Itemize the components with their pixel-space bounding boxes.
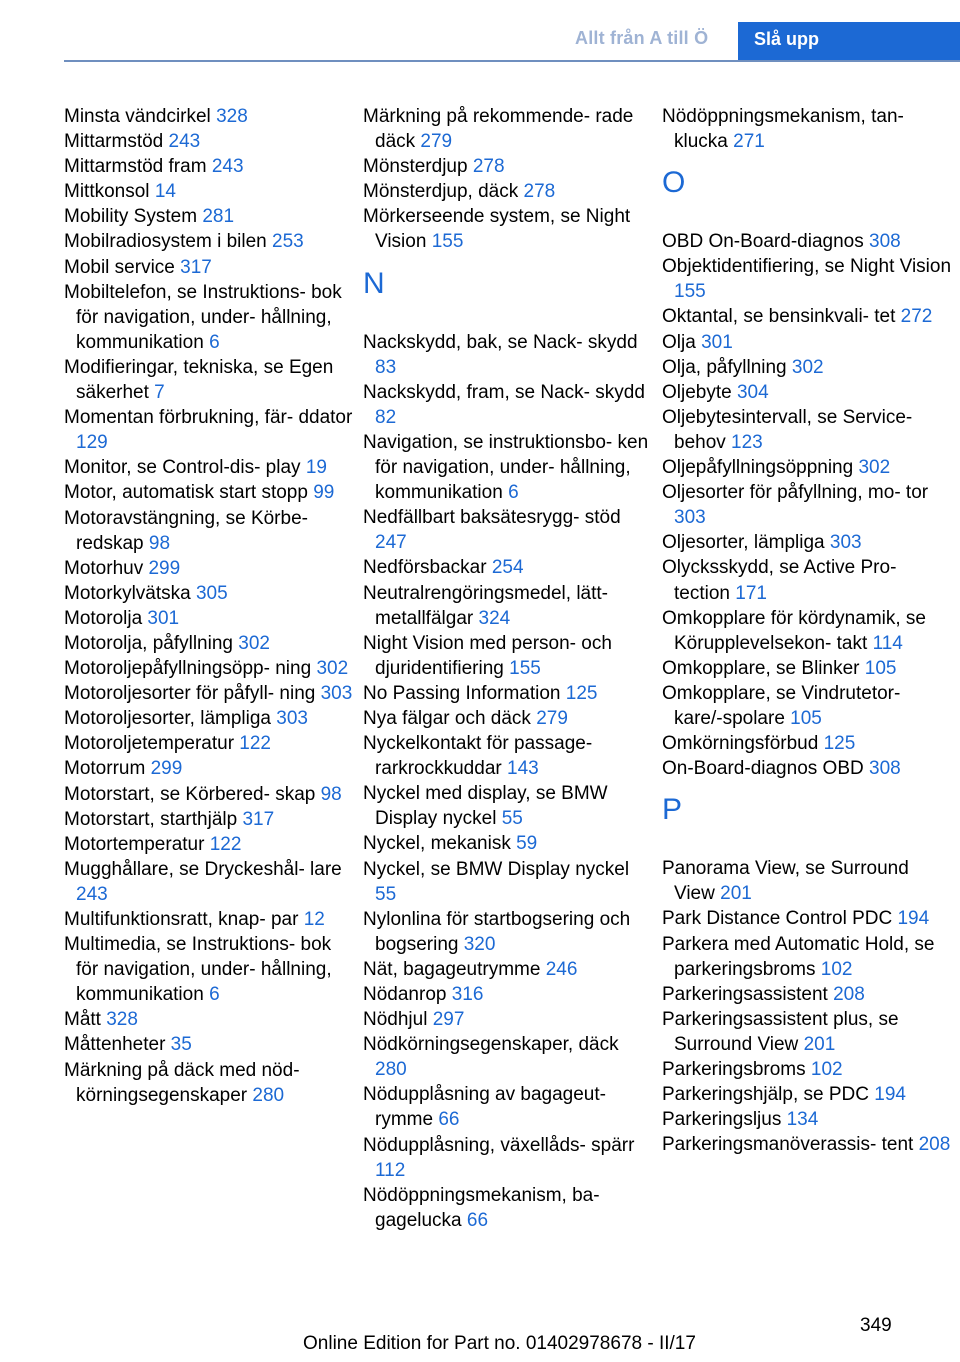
index-entry-text: Nylonlina för startbogsering och bogsering <box>363 908 631 955</box>
index-entry-text: Nackskydd, fram, se Nack‐ skydd <box>363 381 645 403</box>
page-link[interactable]: 99 <box>313 482 335 504</box>
index-entry-text: Parkeringshjälp, se PDC <box>662 1084 875 1106</box>
index-entry-text: Motorolja <box>64 607 148 629</box>
index-entry <box>64 706 354 731</box>
page-link[interactable]: 201 <box>720 883 752 905</box>
page-link[interactable]: 35 <box>170 1034 192 1056</box>
index-entry <box>363 179 653 204</box>
index-entry <box>363 1007 653 1032</box>
index-entry <box>64 556 354 581</box>
index-entry <box>662 355 952 380</box>
page-link[interactable]: 305 <box>195 582 228 604</box>
index-entry-text: Mittarmstöd fram <box>64 156 212 178</box>
index-entry-text: Momentan förbrukning, fär‐ ddator <box>64 407 353 429</box>
index-entry-text: Nyckelkontakt för passage‐ rarkrockkuddar <box>363 733 593 780</box>
index-entry-text: Märkning på däck med nöd‐ körningsegenskaper <box>64 1059 300 1106</box>
index-entry <box>363 957 653 982</box>
page-link[interactable]: 278 <box>472 156 505 178</box>
page-link[interactable]: 6 <box>508 482 519 504</box>
index-entry-text: Panorama View, se Surround View <box>662 858 909 905</box>
index-entry-text: Modifieringar, tekniska, se Egen säkerhet <box>64 356 334 404</box>
index-entry <box>64 807 354 832</box>
page-link[interactable]: 122 <box>239 733 271 755</box>
index-entry-text: Olycksskydd, se Active Pro‐ tection <box>662 557 897 604</box>
page-link[interactable]: 303 <box>320 683 353 705</box>
index-entry-text: Nyckel, se BMW Display nyckel <box>363 858 630 880</box>
footer-edition: Online Edition for Part no. 01402978678 - II/17 <box>303 1333 696 1354</box>
index-entry-text: Olja, påfyllning <box>662 356 792 378</box>
page-link[interactable]: 308 <box>869 231 901 253</box>
page-header <box>0 0 960 62</box>
page-link[interactable]: 278 <box>523 181 556 203</box>
page-link[interactable]: 328 <box>106 1009 138 1031</box>
index-entry <box>363 430 653 505</box>
page-link[interactable]: 279 <box>536 707 568 729</box>
index-entry <box>64 480 354 505</box>
index-entry-text: Objektidentifiering, se Night Vision <box>662 256 952 278</box>
index-entry-text: Mittarmstöd <box>64 131 169 153</box>
index-entry <box>64 229 354 254</box>
index-entry <box>662 756 952 781</box>
index-entry <box>363 154 653 179</box>
index-entry-text: Mobil service <box>64 256 181 278</box>
index-entry <box>662 1007 952 1057</box>
index-entry-text: Multimedia, se Instruktions‐ bok för navigation, under‐ hållning, kommunikation <box>64 934 332 1006</box>
index-entry <box>64 129 354 154</box>
index-entry <box>363 555 653 580</box>
index-entry <box>363 831 653 856</box>
index-entry-text: Mobilradiosystem i bilen <box>64 231 273 253</box>
lookup-tab-label: Slå upp <box>754 29 820 49</box>
index-entry-text: Mörkerseende system, se Night Vision <box>363 206 631 253</box>
index-entry <box>662 1082 952 1107</box>
page-link[interactable]: 125 <box>565 682 598 704</box>
page-link[interactable]: 303 <box>276 708 308 730</box>
page-link[interactable]: 281 <box>202 206 235 228</box>
index-entry <box>363 204 653 254</box>
page-link[interactable]: 320 <box>463 933 496 955</box>
page-link[interactable]: 280 <box>375 1059 407 1081</box>
index-entry <box>662 731 952 756</box>
index-entry <box>662 1057 952 1082</box>
index-entry-text: Navigation, se instruktionsbo‐ ken för navigation, under‐ hållning, kommunikation <box>363 431 649 504</box>
index-entry-text: Nackskydd, bak, se Nack‐ skydd <box>363 331 638 353</box>
index-entry <box>662 229 952 254</box>
page-link[interactable]: 125 <box>823 733 856 755</box>
index-entry <box>363 380 653 430</box>
page-link[interactable]: 317 <box>242 808 275 830</box>
page-link[interactable]: 303 <box>829 532 862 554</box>
page-link[interactable]: 105 <box>864 657 897 679</box>
index-entry <box>64 631 354 656</box>
page-link[interactable]: 143 <box>507 758 539 780</box>
index-entry <box>64 154 354 179</box>
index-entry-text: Oljesorter, lämpliga <box>662 532 830 554</box>
page-link[interactable]: 324 <box>478 607 511 629</box>
page-link[interactable]: 299 <box>148 557 181 579</box>
index-entry-text: Olja <box>662 331 702 353</box>
index-entry-text: Mått <box>64 1009 107 1031</box>
index-entry-text: Parkeringsassistent plus, se Surround View <box>662 1008 899 1055</box>
index-entry-text: Omkopplare, se Vindrutetor‐ kare/-spolare <box>662 682 901 729</box>
index-entry-text: Parkeringsljus <box>662 1109 787 1131</box>
index-entry-text: Motoroljesorter för påfyll‐ ning <box>64 683 321 705</box>
index-entry-text: Minsta vändcirkel <box>64 106 217 127</box>
index-letter-heading: P <box>662 793 683 827</box>
index-entry-text: Nyckel med display, se BMW Display nyckel <box>363 783 608 830</box>
index-entry <box>64 606 354 631</box>
index-entry-text: On-Board-diagnos OBD <box>662 758 869 780</box>
index-entry-text: OBD On-Board-diagnos <box>662 231 869 253</box>
index-entry-text: Nödkörningsegenskaper, däck <box>363 1034 619 1056</box>
page-link[interactable]: 102 <box>810 1059 843 1080</box>
index-entry-text: Nödupplåsning av bagageut‐ rymme <box>363 1084 606 1131</box>
index-entry <box>64 355 354 405</box>
index-entry <box>363 907 653 957</box>
page-link[interactable]: 194 <box>874 1084 906 1106</box>
index-entry <box>64 455 354 480</box>
index-entry-text: Motor, automatisk start stopp <box>64 482 314 504</box>
page-link[interactable]: 105 <box>790 707 822 729</box>
index-entry <box>64 681 354 706</box>
index-entry <box>64 832 354 857</box>
index-entry-text: Nödöppningsmekanism, ba‐ gagelucka <box>363 1184 600 1231</box>
index-entry-text: Neutralrengöringsmedel, lätt‐ metallfälgar <box>363 582 609 629</box>
page-link[interactable]: 299 <box>150 758 183 780</box>
page-link[interactable]: 171 <box>735 582 767 604</box>
index-entry-text: Mittkonsol <box>64 181 155 203</box>
page-link[interactable]: 302 <box>238 632 270 654</box>
page-link[interactable]: 82 <box>375 406 397 428</box>
index-entry-text: Mugghållare, se Dryckeshål‐ lare <box>64 858 342 880</box>
index-entry-text: Oljebytesintervall, se Service‐ behov <box>662 406 913 453</box>
page-link[interactable]: 155 <box>674 281 706 303</box>
index-entry-text: Mönsterdjup <box>363 156 473 178</box>
index-entry-text: Mönsterdjup, däck <box>363 181 524 203</box>
index-entry-text: Nedfällbart baksätesrygg‐ stöd <box>363 507 621 529</box>
index-entry <box>64 756 354 781</box>
index-entry-text: Nedförsbackar <box>363 557 492 579</box>
index-entry <box>64 581 354 606</box>
index-letter-heading: N <box>363 266 385 300</box>
index-entry <box>363 982 653 1007</box>
index-entry <box>363 1183 653 1233</box>
page-link[interactable]: 254 <box>491 557 524 579</box>
index-entry <box>662 1107 952 1132</box>
index-entry-text: Nödhjul <box>363 1009 433 1031</box>
index-entry <box>662 656 952 681</box>
index-entry-text: Omkörningsförbud <box>662 733 824 755</box>
index-entry-text: Måttenheter <box>64 1034 171 1056</box>
page-link[interactable]: 55 <box>501 808 523 830</box>
index-column-2 <box>363 104 653 1233</box>
index-entry <box>363 1082 653 1132</box>
section-title[interactable]: Allt från A till Ö <box>575 28 709 48</box>
page-link[interactable]: 83 <box>375 356 397 378</box>
page-link[interactable]: 243 <box>211 156 244 178</box>
index-entry <box>363 857 653 907</box>
index-entry <box>64 656 354 681</box>
index-entry <box>662 480 952 530</box>
index-entry-text: No Passing Information <box>363 682 566 704</box>
page-link[interactable]: 253 <box>272 231 304 253</box>
page-link[interactable]: 304 <box>736 381 769 403</box>
index-entry <box>363 681 653 706</box>
index-entry <box>662 380 952 405</box>
index-entry <box>64 1032 354 1057</box>
index-entry-text: Motorstart, starthjälp <box>64 808 243 830</box>
page-link[interactable]: 6 <box>209 984 220 1006</box>
index-entry <box>662 254 952 304</box>
page-link[interactable]: 123 <box>731 431 763 453</box>
page-link[interactable]: 208 <box>918 1134 951 1156</box>
index-entry-text: Motoroljesorter, lämpliga <box>64 708 277 730</box>
lookup-tab[interactable] <box>738 22 960 62</box>
index-entry <box>662 555 952 605</box>
page-link[interactable]: 297 <box>432 1009 465 1031</box>
page-link[interactable]: 308 <box>869 758 901 780</box>
index-entry-text: Motoravstängning, se Körbe‐ redskap <box>64 507 308 554</box>
page-link[interactable]: 243 <box>168 131 201 153</box>
index-entry-text: Nya fälgar och däck <box>363 707 537 729</box>
index-entry-text: Motoroljepåfyllningsöpp‐ ning <box>64 658 317 680</box>
index-entry <box>662 530 952 555</box>
page-link[interactable]: 114 <box>872 632 903 654</box>
header-divider <box>64 60 960 62</box>
index-letter-heading: O <box>662 166 686 200</box>
page-link[interactable]: 247 <box>375 532 407 554</box>
index-column-1 <box>64 104 354 1108</box>
index-entry <box>363 631 653 681</box>
page-link[interactable]: 134 <box>786 1109 819 1131</box>
index-entry <box>64 255 354 280</box>
index-entry <box>662 1132 952 1157</box>
index-entry <box>662 104 952 154</box>
page-link[interactable]: 301 <box>701 331 733 353</box>
page-number: 349 <box>860 1315 892 1336</box>
index-entry <box>64 731 354 756</box>
index-entry-text: Motorrum <box>64 758 151 780</box>
index-entry-text: Märkning på rekommende‐ rade däck <box>363 106 634 153</box>
index-entry-text: Omkopplare, se Blinker <box>662 657 865 679</box>
page-link[interactable]: 66 <box>466 1209 489 1231</box>
index-entry <box>363 505 653 555</box>
index-entry <box>64 1007 354 1032</box>
page-link[interactable]: 122 <box>209 833 242 855</box>
page-link[interactable]: 317 <box>180 256 212 278</box>
index-entry <box>363 706 653 731</box>
index-entry-text: Park Distance Control PDC <box>662 908 898 930</box>
page-link[interactable]: 55 <box>375 883 397 905</box>
index-entry-text: Nät, bagageutrymme <box>363 958 546 980</box>
index-entry-text: Mobility System <box>64 206 203 228</box>
page-link[interactable]: 14 <box>154 181 176 203</box>
index-entry <box>662 304 952 329</box>
page-link[interactable]: 328 <box>216 106 248 127</box>
page-link[interactable]: 201 <box>803 1033 836 1055</box>
index-entry <box>64 857 354 907</box>
page-link[interactable]: 98 <box>320 783 342 805</box>
index-entry <box>64 280 354 355</box>
index-entry <box>363 781 653 831</box>
index-entry-text: Oljebyte <box>662 381 737 403</box>
index-entry <box>64 1058 354 1108</box>
index-entry-text: Night Vision med person- och djuridentifiering <box>363 632 612 679</box>
index-entry-text: Parkeringsbroms <box>662 1059 811 1080</box>
page-link[interactable]: 155 <box>509 657 541 679</box>
index-entry-text: Omkopplare för kördynamik, se Körupplevelsekon‐ takt <box>662 607 926 654</box>
index-entry-text: Multifunktionsratt, knap‐ par <box>64 909 304 930</box>
index-entry-text: Motorkylvätska <box>64 582 196 604</box>
index-entry-text: Motortemperatur <box>64 833 210 855</box>
index-entry <box>662 982 952 1007</box>
index-entry <box>363 104 653 154</box>
index-entry <box>662 681 952 731</box>
page-link[interactable]: 98 <box>148 532 171 554</box>
page-link[interactable]: 6 <box>209 331 220 353</box>
index-entry <box>64 179 354 204</box>
index-entry <box>662 606 952 656</box>
page-link[interactable]: 19 <box>305 457 327 479</box>
index-entry-text: Nödupplåsning, växellåds‐ spärr <box>363 1134 635 1156</box>
page-link[interactable]: 271 <box>733 131 765 153</box>
page-link[interactable]: 301 <box>147 607 180 629</box>
index-entry <box>64 932 354 1007</box>
page-link[interactable]: 59 <box>516 833 538 855</box>
index-entry <box>363 581 653 631</box>
page-link[interactable]: 272 <box>900 306 933 328</box>
page-link[interactable]: 302 <box>316 658 349 680</box>
page-link[interactable]: 302 <box>791 356 824 378</box>
index-entry-text: Parkera med Automatic Hold, se parkeringsbroms <box>662 933 935 980</box>
index-entry <box>662 932 952 982</box>
index-entry <box>64 405 354 455</box>
index-entry <box>64 204 354 229</box>
page-link[interactable]: 194 <box>897 908 930 930</box>
index-entry-text: Nödöppningsmekanism, tan‐ klucka <box>662 106 904 153</box>
page-link[interactable]: 208 <box>833 983 865 1005</box>
index-entry-text: Nyckel, mekanisk <box>363 833 517 855</box>
index-column-3 <box>662 104 952 1157</box>
page-link[interactable]: 243 <box>76 883 108 905</box>
index-entry <box>64 506 354 556</box>
page-link[interactable]: 316 <box>451 984 484 1005</box>
index-entry-text: Motorhuv <box>64 557 149 579</box>
index-entry <box>64 782 354 807</box>
page-link[interactable]: 12 <box>303 909 325 930</box>
index-entry-text: Motorstart, se Körbered‐ skap <box>64 783 321 805</box>
index-entry-text: Oljepåfyllningsöppning <box>662 457 859 479</box>
page-link[interactable]: 102 <box>820 958 853 980</box>
page-link[interactable]: 155 <box>431 231 464 253</box>
index-entry <box>662 906 952 931</box>
index-entry-text: Oktantal, se bensinkvali‐ tet <box>662 306 901 328</box>
page-link[interactable]: 66 <box>438 1109 460 1131</box>
index-entry <box>662 330 952 355</box>
index-entry <box>363 731 653 781</box>
page-link[interactable]: 302 <box>858 457 891 479</box>
page-link[interactable]: 279 <box>420 131 453 153</box>
index-entry <box>662 405 952 455</box>
index-entry <box>363 330 653 380</box>
page-link[interactable]: 246 <box>545 958 578 980</box>
page-link[interactable]: 129 <box>76 432 108 454</box>
index-entry <box>363 1032 653 1082</box>
page-link[interactable]: 280 <box>252 1084 285 1106</box>
index-entry-text: Mobiltelefon, se Instruktions‐ bok för navigation, under‐ hållning, kommunikation <box>64 281 342 353</box>
index-entry <box>64 907 354 932</box>
page-link[interactable]: 112 <box>375 1159 406 1181</box>
index-entry-text: Motoroljetemperatur <box>64 733 240 755</box>
page-link[interactable]: 303 <box>674 507 706 529</box>
index-entry-text: Nödanrop <box>363 984 452 1005</box>
page-link[interactable]: 7 <box>154 382 165 404</box>
index-entry-text: Parkeringsassistent <box>662 983 834 1005</box>
index-entry-text: Parkeringsmanöverassis‐ tent <box>662 1134 919 1156</box>
index-entry <box>662 455 952 480</box>
index-entry <box>662 856 952 906</box>
index-entry-text: Monitor, se Control-dis‐ play <box>64 457 306 479</box>
index-entry-text: Oljesorter för påfyllning, mo‐ tor <box>662 482 929 504</box>
index-entry <box>64 104 354 129</box>
index-entry-text: Motorolja, påfyllning <box>64 632 239 654</box>
index-entry <box>363 1133 653 1183</box>
